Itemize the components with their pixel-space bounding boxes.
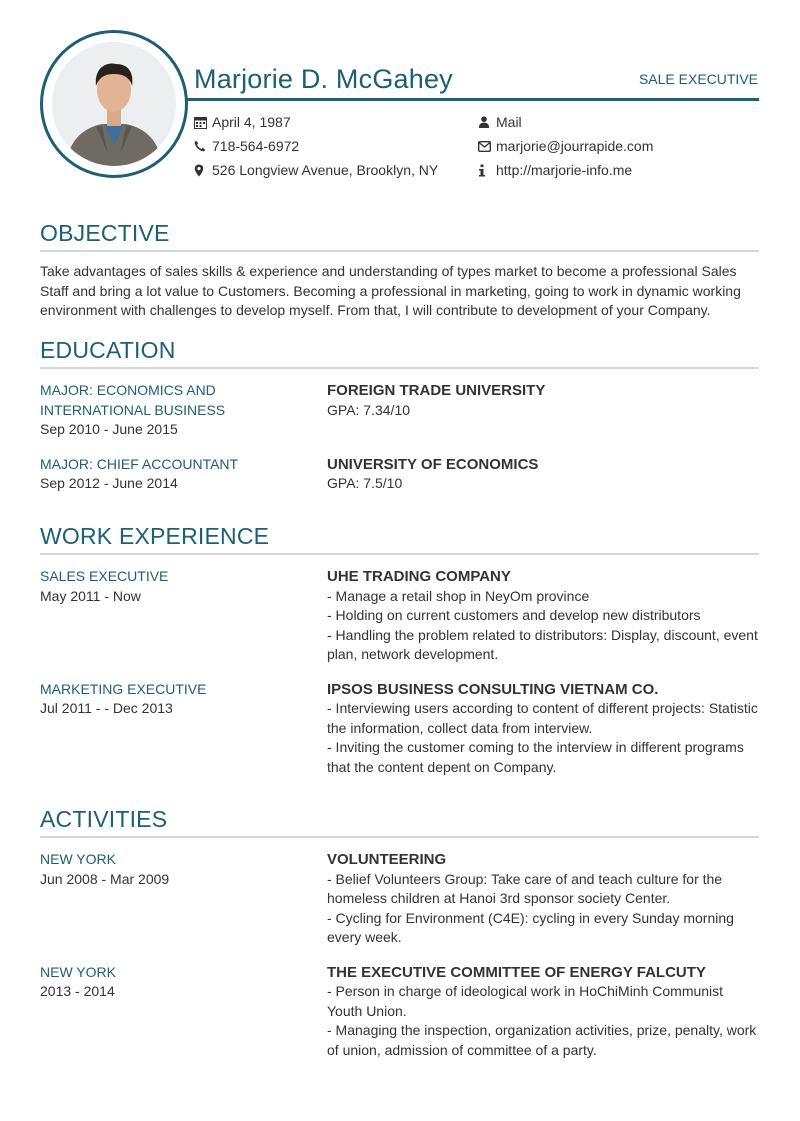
activity-details (327, 850, 759, 948)
education-entry (40, 381, 759, 440)
work-details (327, 680, 759, 778)
work-company: UHE TRADING COMPANY (327, 568, 511, 585)
activity-meta (40, 850, 327, 948)
email-link[interactable]: marjorie@jourrapide.com (496, 138, 654, 154)
work-duty: - Interviewing users according to content of different projects: Statistic the information, collect data from interview. (327, 700, 758, 736)
phone-icon (194, 139, 210, 153)
activity-location: NEW YORK (40, 963, 116, 980)
activities-section (40, 806, 759, 1060)
work-experience-heading: WORK EXPERIENCE (40, 523, 759, 555)
work-duty: - Holding on current customers and develop new distributors (327, 607, 701, 623)
contact-birthdate (194, 110, 438, 134)
header-divider (186, 98, 759, 101)
work-entry (40, 680, 759, 778)
activity-date: Jun 2008 - Mar 2009 (40, 870, 170, 887)
education-gpa: GPA: 7.5/10 (327, 475, 403, 491)
education-major: MAJOR: ECONOMICS AND INTERNATIONAL BUSINESS (40, 382, 226, 418)
contact-phone (194, 134, 438, 158)
contact-details-left (194, 110, 438, 182)
address-text: 526 Longview Avenue, Brooklyn, NY (212, 162, 439, 178)
education-school: FOREIGN TRADE UNIVERSITY (327, 382, 546, 399)
work-position: MARKETING EXECUTIVE (40, 680, 207, 697)
activity-name: THE EXECUTIVE COMMITTEE OF ENERGY FALCUTY (327, 963, 706, 981)
activity-description: - Cycling for Environment (C4E): cycling in every Sunday morning every week. (327, 909, 734, 945)
activity-description: - Managing the inspection, organization activities, prize, penalty, work of union, admission of committee of a party. (327, 1022, 757, 1058)
activity-date: 2013 - 2014 (40, 983, 115, 999)
work-entry (40, 567, 759, 665)
education-date: Sep 2010 - June 2015 (40, 421, 178, 437)
map-marker-icon (194, 163, 210, 177)
calendar-icon (194, 115, 210, 129)
work-meta (40, 567, 327, 665)
birthdate-text: April 4, 1987 (212, 114, 291, 130)
user-icon (478, 115, 494, 129)
work-details (327, 567, 759, 665)
objective-section (40, 220, 759, 321)
activity-meta (40, 963, 327, 1061)
contact-email[interactable] (478, 134, 653, 158)
mail-label-text: Mail (496, 114, 522, 130)
profile-photo (52, 42, 176, 166)
work-date: Jul 2011 - - Dec 2013 (40, 700, 173, 716)
phone-text: 718-564-6972 (212, 138, 300, 154)
activity-entry (40, 850, 759, 948)
education-major: MAJOR: CHIEF ACCOUNTANT (40, 455, 239, 472)
activity-description: - Person in charge of ideological work in HoChiMinh Communist Youth Union. (327, 983, 724, 1019)
activities-heading: ACTIVITIES (40, 806, 759, 838)
education-details (327, 455, 759, 494)
work-duty: - Manage a retail shop in NeyOm province (327, 587, 590, 604)
objective-text: Take advantages of sales skills & experience and understanding of types market to become a professional Sales Staff and bring a lot value to Customers. Becoming a professional in marketing, going to work in dynamic working environment with challenges to develop myself. From that, I will contribute to development of your Company. (40, 263, 741, 318)
contact-address (194, 158, 438, 182)
activity-details (327, 963, 759, 1061)
education-meta (40, 455, 327, 494)
education-details (327, 381, 759, 440)
contact-details-right (478, 110, 653, 182)
work-company: IPSOS BUSINESS CONSULTING VIETNAM CO. (327, 680, 659, 698)
activity-location: NEW YORK (40, 851, 116, 867)
work-date: May 2011 - Now (40, 587, 141, 604)
work-duty: - Handling the problem related to distributors: Display, discount, event plan, network development. (327, 626, 758, 662)
education-school: UNIVERSITY OF ECONOMICS (327, 455, 539, 473)
job-title: SALE EXECUTIVE (638, 71, 758, 87)
candidate-name: Marjorie D. McGahey (194, 64, 453, 94)
avatar-illustration (52, 42, 176, 166)
work-meta (40, 680, 327, 778)
activity-entry (40, 963, 759, 1061)
objective-heading: OBJECTIVE (40, 220, 759, 252)
envelope-icon (478, 139, 494, 153)
education-heading: EDUCATION (40, 337, 759, 369)
website-link[interactable]: http://marjorie-info.me (496, 162, 633, 178)
profile-photo-frame (40, 30, 188, 178)
info-icon (478, 163, 494, 177)
education-gpa: GPA: 7.34/10 (327, 401, 411, 418)
work-position: SALES EXECUTIVE (40, 568, 169, 584)
work-experience-section (40, 523, 759, 777)
activity-name: VOLUNTEERING (327, 851, 447, 868)
education-meta (40, 381, 327, 440)
education-entry (40, 455, 759, 494)
education-date: Sep 2012 - June 2014 (40, 475, 178, 491)
work-duty: - Inviting the customer coming to the interview in different programs that the content depent on Company. (327, 739, 744, 775)
contact-website[interactable] (478, 158, 653, 182)
activity-description: - Belief Volunteers Group: Take care of and teach culture for the homeless children at Hanoi 3rd sponsor society Center. (327, 870, 723, 906)
education-section (40, 337, 759, 494)
contact-mail-label (478, 110, 653, 134)
